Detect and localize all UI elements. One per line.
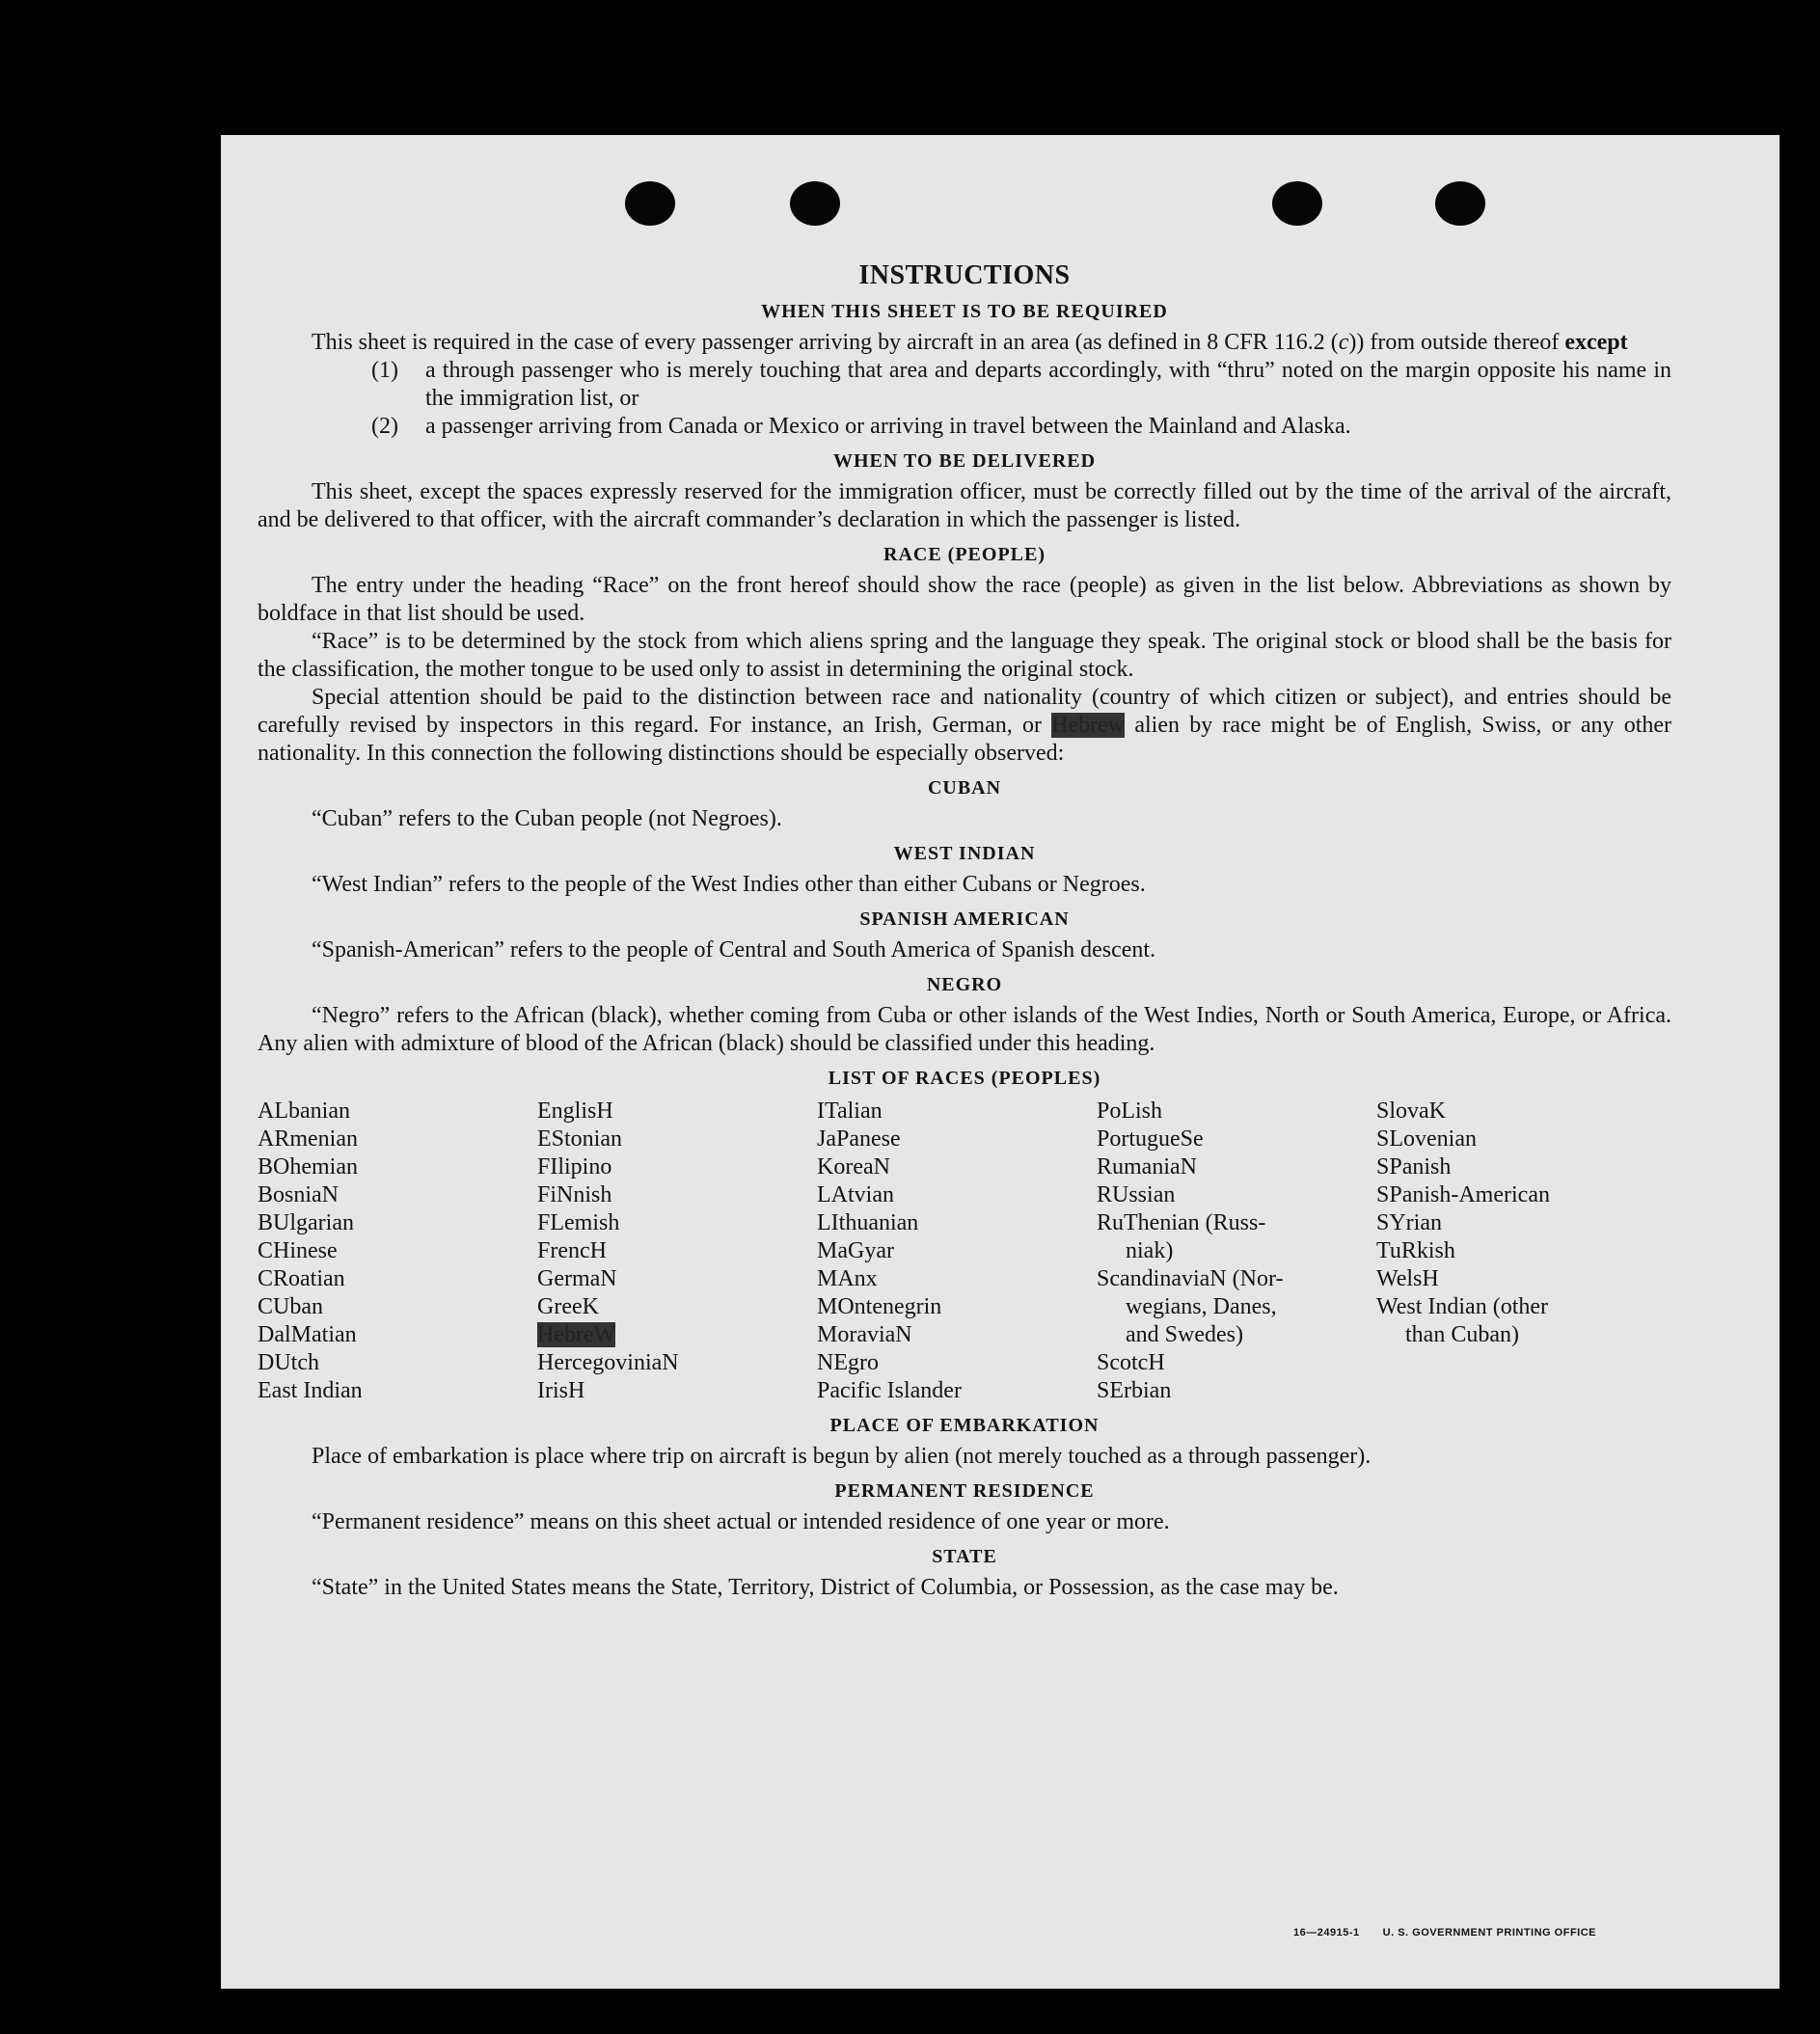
- race-item: ScandinaviaN (Nor-: [1097, 1266, 1284, 1291]
- race-column-2: [537, 1098, 817, 1405]
- punch-hole: [1435, 181, 1485, 226]
- race-item: CUban: [258, 1294, 323, 1319]
- printer-imprint: U. S. GOVERNMENT PRINTING OFFICE: [1382, 1927, 1596, 1939]
- race-column-3: [817, 1098, 1097, 1405]
- punch-hole: [1272, 181, 1322, 226]
- heading-cuban: CUBAN: [927, 777, 1002, 799]
- race-item: wegians, Danes,: [1126, 1294, 1277, 1319]
- race-item: FIlipino: [537, 1154, 612, 1180]
- paragraph-race-3: Special attention should be paid to the distinction between race and nationality (country of which citizen or subject), and entries should be carefully revised by inspectors in this regard. For instance, an Irish, German, or Hebrew alien by race might be of English, Swiss, or any other nationality. In this connection the following distinctions should be especially observed:: [258, 685, 1672, 766]
- race-item: SErbian: [1097, 1378, 1172, 1403]
- paragraph-negro: “Negro” refers to the African (black), whether coming from Cuba or other islands of the West Indies, North or South America, Europe, or Africa. Any alien with admixture of blood of the African (black) should be classified under this heading.: [258, 1003, 1671, 1056]
- race-item: EStonian: [537, 1126, 622, 1152]
- race-item: PortugueSe: [1097, 1126, 1204, 1152]
- heading-west-indian: WEST INDIAN: [893, 843, 1036, 864]
- heading-permanent-residence: PERMANENT RESIDENCE: [834, 1480, 1095, 1502]
- race-column-4: [1097, 1098, 1376, 1405]
- race-item: BOhemian: [258, 1154, 358, 1180]
- race-item: BosniaN: [258, 1182, 339, 1207]
- race-item: PoLish: [1097, 1098, 1163, 1124]
- race-item: JaPanese: [817, 1126, 901, 1152]
- race-item: IrisH: [537, 1378, 585, 1403]
- paragraph-race-2: “Race” is to be determined by the stock from which aliens spring and the language they speak. The original stock or blood shall be the basis for the classification, the mother tongue to be used only to assist in determining the original stock.: [258, 629, 1671, 682]
- race-item: than Cuban): [1405, 1322, 1519, 1347]
- race-item: BUlgarian: [258, 1210, 354, 1235]
- paragraph-west-indian: “West Indian” refers to the people of the West Indies other than either Cubans or Negroes.: [312, 872, 1146, 897]
- race-item: Pacific Islander: [817, 1378, 962, 1403]
- race-item: MaGyar: [817, 1238, 894, 1263]
- paragraph-embarkation: Place of embarkation is place where trip on aircraft is begun by alien (not merely touched as a through passenger).: [312, 1444, 1372, 1469]
- race-item: SlovaK: [1376, 1098, 1446, 1124]
- race-column-5: [1376, 1098, 1656, 1405]
- race-item: and Swedes): [1126, 1322, 1243, 1347]
- race-item: ITalian: [817, 1098, 883, 1124]
- race-item: CHinese: [258, 1238, 338, 1263]
- race-item: SPanish: [1376, 1154, 1452, 1180]
- list-item: (1) a through passenger who is merely touching that area and departs accordingly, with “thru” noted on the margin opposite his name in the immigration list, or: [371, 358, 1671, 411]
- race-item: DalMatian: [258, 1322, 357, 1347]
- race-item: EnglisH: [537, 1098, 613, 1124]
- heading-race: RACE (PEOPLE): [883, 544, 1046, 565]
- heading-list-of-races: LIST OF RACES (PEOPLES): [828, 1068, 1101, 1089]
- race-item: RumaniaN: [1097, 1154, 1197, 1180]
- page-title: INSTRUCTIONS: [858, 260, 1071, 290]
- race-item: GermaN: [537, 1266, 617, 1291]
- paragraph-permanent-residence: “Permanent residence” means on this sheet actual or intended residence of one year or more.: [312, 1509, 1170, 1534]
- race-item: FiNnish: [537, 1182, 612, 1207]
- race-item: WelsH: [1376, 1266, 1439, 1291]
- struck-word: Hebrew: [1051, 713, 1126, 738]
- race-item: TuRkish: [1376, 1238, 1455, 1263]
- race-item: ALbanian: [258, 1098, 350, 1124]
- paragraph-cuban: “Cuban” refers to the Cuban people (not Negroes).: [312, 806, 782, 831]
- race-item: SLovenian: [1376, 1126, 1477, 1152]
- race-item: East Indian: [258, 1378, 363, 1403]
- race-list: [258, 1098, 1671, 1405]
- race-item: [537, 1321, 817, 1349]
- race-item: FrencH: [537, 1238, 607, 1263]
- race-item: MOntenegrin: [817, 1294, 942, 1319]
- race-item: CRoatian: [258, 1266, 345, 1291]
- heading-embarkation: PLACE OF EMBARKATION: [829, 1415, 1100, 1436]
- race-item: SYrian: [1376, 1210, 1442, 1235]
- paragraph-state: “State” in the United States means the State, Territory, District of Columbia, or Possession, as the case may be.: [312, 1575, 1339, 1600]
- heading-negro: NEGRO: [926, 974, 1003, 995]
- race-item: LIthuanian: [817, 1210, 919, 1235]
- list-item: (2) a passenger arriving from Canada or Mexico or arriving in travel between the Mainland and Alaska.: [371, 414, 1351, 439]
- race-item: niak): [1126, 1238, 1174, 1263]
- race-item: LAtvian: [817, 1182, 894, 1207]
- race-item: SPanish-American: [1376, 1182, 1550, 1207]
- document-page: [221, 135, 1779, 1989]
- punch-hole: [790, 181, 840, 226]
- race-item: GreeK: [537, 1294, 599, 1319]
- heading-state: STATE: [932, 1546, 997, 1567]
- paragraph-when-required: This sheet is required in the case of every passenger arriving by aircraft in an area (as defined in 8 CFR 116.2 (c)) from outside thereof except: [312, 330, 1628, 355]
- race-item: FLemish: [537, 1210, 620, 1235]
- race-column-1: [258, 1098, 537, 1405]
- heading-spanish-american: SPANISH AMERICAN: [859, 909, 1070, 930]
- race-item: ScotcH: [1097, 1350, 1165, 1375]
- race-item: HercegoviniaN: [537, 1350, 679, 1375]
- race-item: KoreaN: [817, 1154, 890, 1180]
- paragraph-race-1: The entry under the heading “Race” on the front hereof should show the race (people) as given in the list below. Abbreviations as shown by boldface in that list should be used.: [258, 573, 1671, 626]
- race-item: DUtch: [258, 1350, 319, 1375]
- race-item: ARmenian: [258, 1126, 358, 1152]
- punch-hole: [625, 181, 675, 226]
- struck-word: HebreW: [537, 1322, 616, 1347]
- heading-when-delivered: WHEN TO BE DELIVERED: [832, 450, 1097, 472]
- race-item: NEgro: [817, 1350, 879, 1375]
- race-item: MoraviaN: [817, 1322, 912, 1347]
- paragraph-when-delivered: This sheet, except the spaces expressly reserved for the immigration officer, must be correctly filled out by the time of the arrival of the aircraft, and be delivered to that officer, with the aircraft commander’s declaration in which the passenger is listed.: [258, 479, 1671, 532]
- form-footer: [1293, 1927, 1596, 1939]
- heading-when-required: WHEN THIS SHEET IS TO BE REQUIRED: [761, 301, 1168, 322]
- race-item: MAnx: [817, 1266, 878, 1291]
- race-item: West Indian (other: [1376, 1294, 1549, 1319]
- form-number: 16—24915-1: [1293, 1927, 1360, 1939]
- race-item: RUssian: [1097, 1182, 1176, 1207]
- paragraph-spanish-american: “Spanish-American” refers to the people of Central and South America of Spanish descent.: [312, 937, 1156, 963]
- race-item: RuThenian (Russ-: [1097, 1210, 1266, 1235]
